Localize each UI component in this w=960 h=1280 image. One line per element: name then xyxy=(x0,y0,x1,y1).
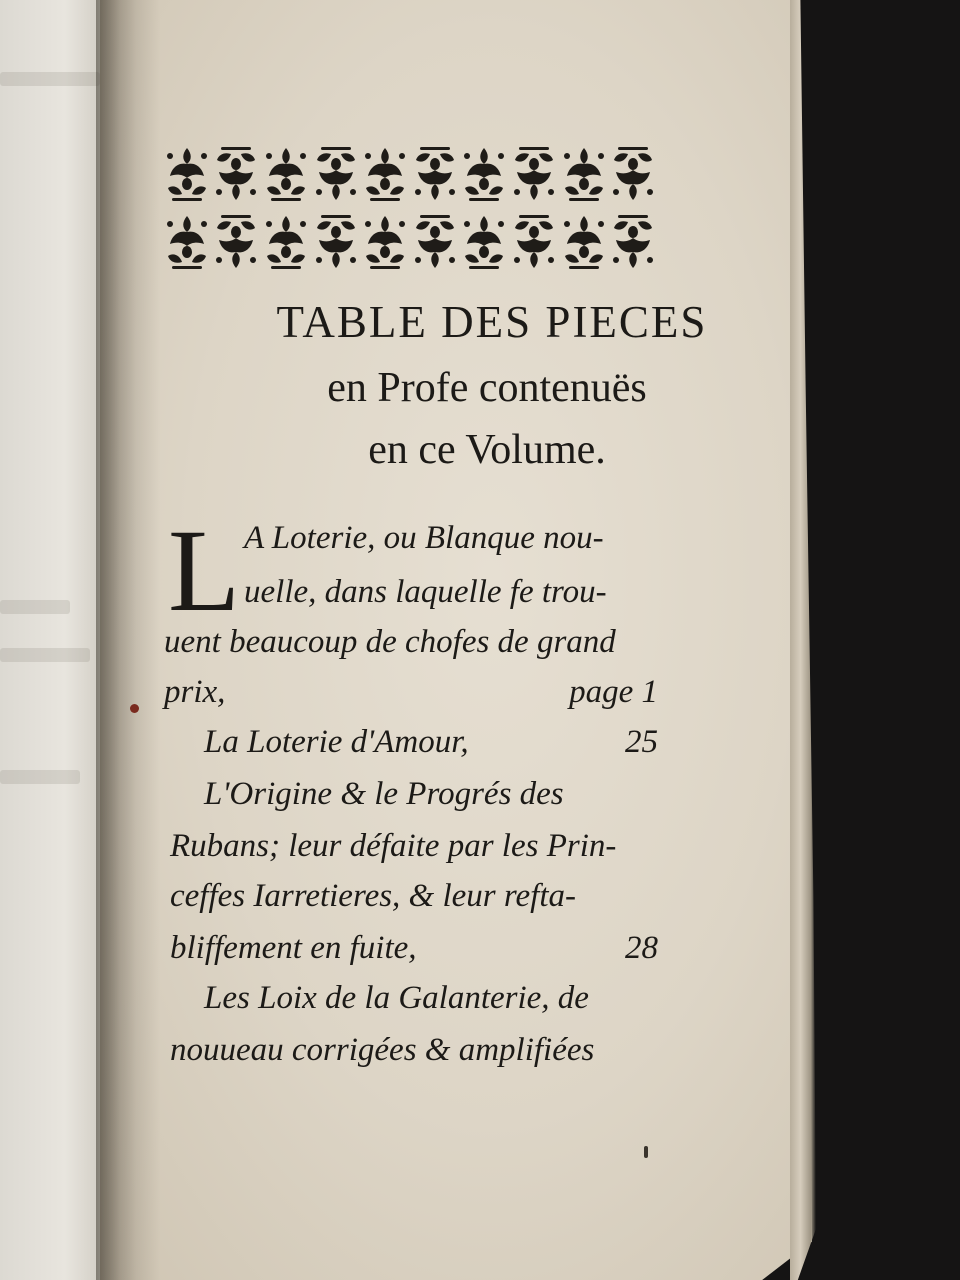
toc-entry-1-page: page 1 xyxy=(569,674,658,710)
fleuron-icon xyxy=(162,208,212,276)
fleuron-icon xyxy=(509,140,559,208)
fleuron-icon xyxy=(212,140,262,208)
toc-entry-1-line-2: uelle, dans laquelle fe trou- xyxy=(244,574,607,610)
table-title: TABLE DES PIECES xyxy=(276,297,708,347)
toc-entry-3-line-2: Rubans; leur défaite par les Prin- xyxy=(170,828,617,864)
fleuron-icon xyxy=(162,140,212,208)
show-through-text xyxy=(0,72,100,86)
fleuron-icon xyxy=(559,140,609,208)
fleuron-icon xyxy=(311,208,361,276)
toc-entry-3-line-1: L'Origine & le Progrés des xyxy=(204,776,564,812)
fleuron-icon xyxy=(608,140,658,208)
book-gutter xyxy=(96,0,136,1280)
toc-entry-2 xyxy=(204,724,658,761)
toc-entry-1-line-4 xyxy=(164,674,658,711)
fleuron-icon xyxy=(410,140,460,208)
toc-entry-1-line-1: A Loterie, ou Blanque nou- xyxy=(244,520,604,556)
fleuron-icon xyxy=(261,208,311,276)
fleuron-icon xyxy=(311,140,361,208)
toc-entry-3-line-3: ceffes Iarretieres, & leur refta- xyxy=(170,878,576,914)
page-mark xyxy=(644,1146,648,1158)
fleuron-icon xyxy=(509,208,559,276)
toc-entry-3-page: 28 xyxy=(625,930,658,966)
fleuron-icon xyxy=(559,208,609,276)
page-edge xyxy=(790,0,816,1280)
toc-entry-1-line-3: uent beaucoup de chofes de grand xyxy=(164,624,616,660)
fleuron-icon xyxy=(360,140,410,208)
fleuron-icon xyxy=(360,208,410,276)
show-through-text xyxy=(0,600,70,614)
toc-entry-4-line-2: nouueau corrigées & amplifiées xyxy=(170,1032,595,1068)
table-subtitle-line-2: en ce Volume. xyxy=(368,427,606,473)
fleuron-icon xyxy=(460,208,510,276)
table-subtitle-line-1: en Profe contenuës xyxy=(327,365,647,411)
toc-entry-1-title-end: prix, xyxy=(164,674,226,710)
fleuron-icon xyxy=(608,208,658,276)
show-through-text xyxy=(0,648,90,662)
toc-entry-2-page: 25 xyxy=(625,724,658,760)
fleuron-icon xyxy=(212,208,262,276)
ornament-headpiece xyxy=(162,140,658,276)
toc-entry-3-line-4 xyxy=(170,930,658,967)
fleuron-icon xyxy=(410,208,460,276)
fleuron-icon xyxy=(261,140,311,208)
toc-entry-4-line-1: Les Loix de la Galanterie, de xyxy=(204,980,589,1016)
show-through-text xyxy=(0,770,80,784)
toc-entry-3-title-end: bliffement en fuite, xyxy=(170,930,417,966)
toc-entry-2-title: La Loterie d'Amour, xyxy=(204,724,469,760)
drop-cap: L xyxy=(168,505,241,636)
ink-spot xyxy=(130,704,139,713)
fleuron-icon xyxy=(460,140,510,208)
